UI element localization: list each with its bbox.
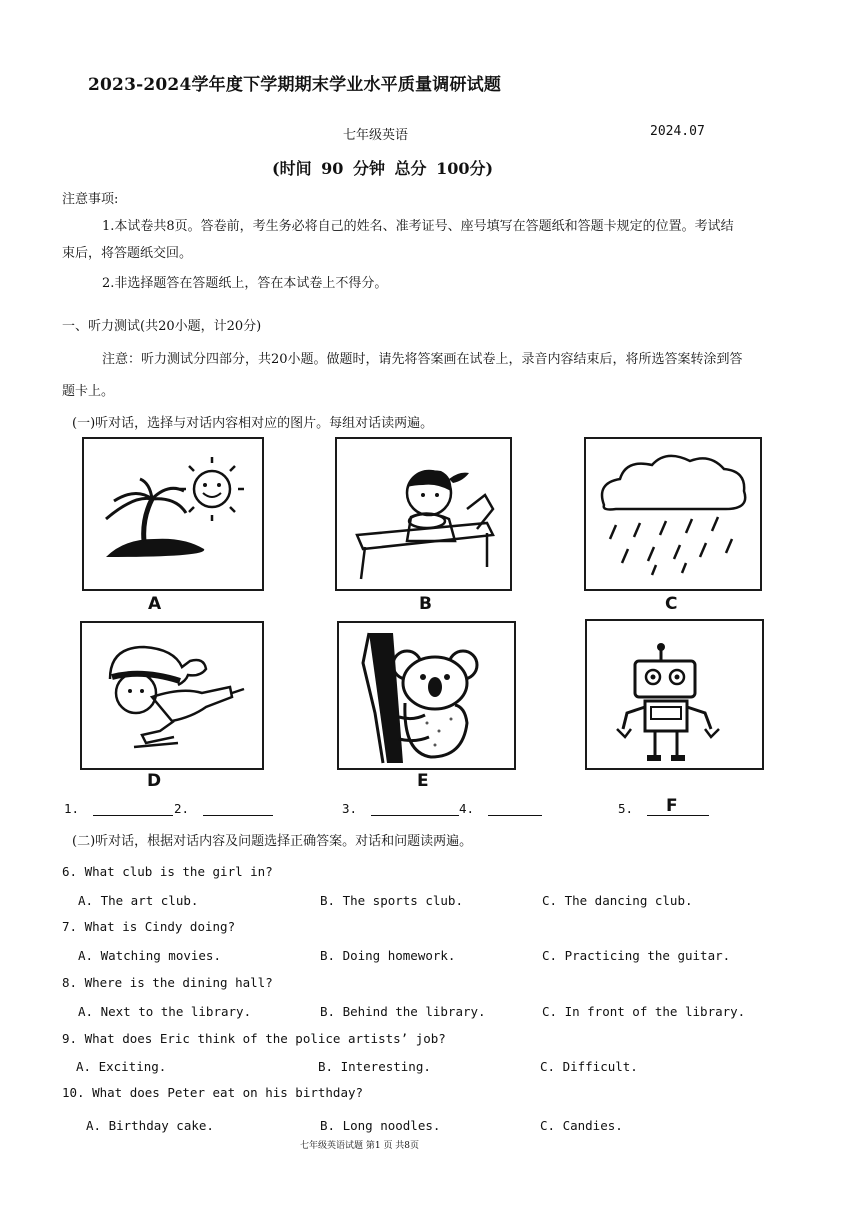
option-9a[interactable]: A. Exciting. [76,1059,167,1074]
picture-letter: E [417,771,429,791]
picture-a-beach-sun [82,437,264,591]
answer-blank-1[interactable] [64,801,173,816]
option-6c[interactable]: C. The dancing club. [542,893,693,908]
picture-letter: B [419,594,432,614]
girl-eating-icon [337,439,510,589]
ice-skater-icon [82,623,262,768]
exam-date: 2024.07 [650,124,705,139]
picture-letter: C [665,594,678,614]
option-10c[interactable]: C. Candies. [540,1118,623,1133]
answer-blank-5[interactable] [618,801,709,816]
question-10: 10. What does Peter eat on his birthday? [62,1085,364,1100]
option-10b[interactable]: B. Long noodles. [320,1118,441,1133]
notice-item-1-line-1: 1.本试卷共8页。答卷前，考生务必将自己的姓名、准考证号、座号填写在答题纸和答题卡规定的位置。考试结 [102,219,734,234]
notice-item-2: 2.非选择题答在答题纸上，答在本试卷上不得分。 [102,276,388,291]
blank-number: 3. [342,801,358,816]
part-2-instruction: (二)听对话，根据对话内容及问题选择正确答案。对话和问题读两遍。 [72,834,473,849]
picture-letter: F [666,796,678,816]
beach-sun-icon [84,439,262,589]
section-1-note-line-2: 题卡上。 [62,384,115,399]
blank-number: 1. [64,801,80,816]
subject-label: 七年级英语 [343,128,409,143]
answer-blank-2[interactable] [174,801,273,816]
part-1-instruction: (一)听对话，选择与对话内容相对应的图片。每组对话读两遍。 [72,416,434,431]
option-8a[interactable]: A. Next to the library. [78,1004,252,1019]
option-9b[interactable]: B. Interesting. [318,1059,431,1074]
option-10a[interactable]: A. Birthday cake. [86,1118,214,1133]
picture-e-koala [337,621,516,770]
option-8c[interactable]: C. In front of the library. [542,1004,746,1019]
option-8b[interactable]: B. Behind the library. [320,1004,486,1019]
section-1-heading: 一、听力测试(共20小题，计20分) [62,319,262,334]
picture-d-ice-skater [80,621,264,770]
blank-number: 5. [618,801,634,816]
question-8: 8. Where is the dining hall? [62,975,273,990]
page-footer: 七年级英语试题 第1 页 共8页 [300,1141,420,1151]
koala-icon [339,623,514,768]
picture-b-girl-eating [335,437,512,591]
picture-letter: A [148,594,162,614]
answer-blank-3[interactable] [342,801,459,816]
option-9c[interactable]: C. Difficult. [540,1059,638,1074]
robot-icon [587,621,762,768]
blank-number: 2. [174,801,190,816]
question-7: 7. What is Cindy doing? [62,919,236,934]
picture-letter: D [147,771,162,791]
option-7b[interactable]: B. Doing homework. [320,948,456,963]
time-and-score: (时间 90 分钟 总分 100分) [272,159,494,178]
option-7c[interactable]: C. Practicing the guitar. [542,948,731,963]
answer-blank-4[interactable] [459,801,542,816]
section-1-note-line-1: 注意：听力测试分四部分，共20小题。做题时，请先将答案画在试卷上，录音内容结束后，将所选答案转涂到答 [102,352,743,367]
option-6b[interactable]: B. The sports club. [320,893,463,908]
blank-number: 4. [459,801,475,816]
picture-c-rain-cloud [584,437,762,591]
option-6a[interactable]: A. The art club. [78,893,199,908]
rain-cloud-icon [586,439,760,589]
notice-heading: 注意事项: [62,192,119,207]
picture-f-robot [585,619,764,770]
question-9: 9. What does Eric think of the police artists’ job? [62,1031,446,1046]
option-7a[interactable]: A. Watching movies. [78,948,221,963]
notice-item-1-line-2: 束后，将答题纸交回。 [62,246,193,261]
exam-title: 2023-2024学年度下学期期末学业水平质量调研试题 [88,75,502,95]
question-6: 6. What club is the girl in? [62,864,273,879]
